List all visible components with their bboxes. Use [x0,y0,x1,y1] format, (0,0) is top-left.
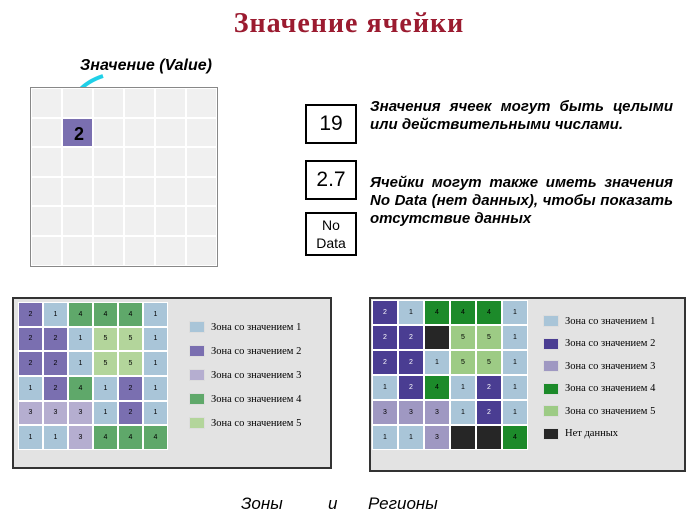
legend-swatch [543,338,559,350]
zone-cell: 1 [502,300,528,325]
zone-cell: 1 [43,425,68,450]
grid-cell [186,206,217,236]
zone-cell: 4 [450,300,476,325]
nodata-line1: No [322,217,340,233]
zones-legend [189,321,329,451]
zone-cell: 5 [450,350,476,375]
zone-cell: 4 [143,425,168,450]
zone-cell: 3 [68,425,93,450]
grid-cell [31,147,62,177]
regions-grid [372,300,528,450]
grid-cell [62,177,93,207]
zone-cell: 5 [450,325,476,350]
grid-cell [31,118,62,148]
zone-cell: 3 [68,401,93,426]
zone-cell: 2 [18,327,43,352]
grid-cell [62,147,93,177]
zone-cell: 1 [450,375,476,400]
legend-label: Зона со значением 2 [211,345,302,357]
grid-cell [155,147,186,177]
grid-cell [93,88,124,118]
legend-label: Зона со значением 3 [565,360,656,372]
grid-cell [155,236,186,266]
zone-cell: 1 [372,425,398,450]
legend-label: Зона со значением 4 [565,383,656,394]
zone-cell: 2 [18,351,43,376]
grid-cell [186,147,217,177]
legend-item [543,360,655,372]
grid-cell [124,236,155,266]
zone-cell: 1 [143,302,168,327]
legend-item [543,338,655,350]
zone-cell: 2 [43,351,68,376]
zone-cell: 1 [143,376,168,401]
zone-cell: 1 [93,376,118,401]
legend-swatch [543,360,559,372]
slide-title: Значение ячейки [233,8,465,39]
grid-cell [124,147,155,177]
legend-swatch [189,321,205,333]
value-label: Значение (Value) [80,57,212,74]
zone-cell: 2 [372,350,398,375]
zone-cell: 2 [18,302,43,327]
zone-cell: 4 [476,300,502,325]
zone-cell: 2 [398,375,424,400]
zone-cell: 1 [424,350,450,375]
description-nodata: Ячейки могут также иметь значения No Data (нет данных), чтобы показать отсутствие данных [370,174,673,227]
footer-and: и [328,494,338,513]
zone-cell: 1 [502,400,528,425]
zone-cell: 1 [68,327,93,352]
grid-cell [186,236,217,266]
legend-label: Зона со значением 1 [565,315,656,327]
legend-item [189,345,301,357]
legend-label: Нет данных [565,428,619,439]
zone-cell: 2 [118,376,143,401]
zone-cell: 4 [424,300,450,325]
legend-item [189,417,301,429]
grid-cell [124,88,155,118]
description-integers-real: Значения ячеек могут быть целыми или действительными числами. [370,98,673,133]
zones-panel [12,297,332,469]
zone-cell: 1 [143,327,168,352]
zone-cell: 3 [398,400,424,425]
grid-cell [31,236,62,266]
grid-cell [31,206,62,236]
zone-cell: 2 [43,376,68,401]
zone-cell: 2 [43,327,68,352]
regions-legend [543,315,683,465]
grid-cell [93,118,124,148]
zone-cell: 1 [43,302,68,327]
grid-cell [93,177,124,207]
zones-grid [18,302,168,450]
zone-cell: 2 [398,325,424,350]
legend-item [189,321,301,333]
zone-cell: 3 [43,401,68,426]
zone-cell: 2 [118,401,143,426]
zone-cell: 1 [68,351,93,376]
zone-cell: 2 [372,325,398,350]
grid-cell [93,147,124,177]
zone-cell: 3 [18,401,43,426]
zone-cell: 1 [18,376,43,401]
grid-cell [93,236,124,266]
zone-cell: 2 [476,375,502,400]
legend-label: Зона со значением 1 [211,321,302,333]
zone-cell: 1 [398,300,424,325]
zone-cell: 1 [93,401,118,426]
zone-cell: 2 [372,300,398,325]
nodata-line2: Data [316,235,346,251]
legend-swatch [189,393,205,405]
zone-cell: 5 [93,351,118,376]
legend-label: Зона со значением 4 [211,393,302,405]
zone-cell: 1 [143,401,168,426]
zone-cell: 3 [424,425,450,450]
legend-item [543,405,655,417]
zone-cell [450,425,476,450]
zone-cell: 5 [476,325,502,350]
footer-regions: Регионы [368,494,438,513]
zone-cell: 4 [68,302,93,327]
real-value-box [305,160,357,200]
integer-value-box [305,104,357,144]
grid-cell [62,236,93,266]
zone-cell: 1 [372,375,398,400]
nodata-value-box [305,212,357,256]
zone-cell: 1 [450,400,476,425]
zone-cell: 5 [118,351,143,376]
zone-cell: 3 [372,400,398,425]
footer-zones: Зоны [241,494,283,513]
zone-cell: 4 [118,425,143,450]
legend-swatch [189,417,205,429]
value-cell: 2 [62,118,93,148]
grid-cell [93,206,124,236]
legend-label: Зона со значением 5 [211,417,302,429]
zone-cell: 2 [476,400,502,425]
legend-swatch [189,369,205,381]
legend-swatch [543,405,559,417]
legend-label: Зона со значением 2 [565,338,656,349]
zone-cell [476,425,502,450]
grid-cell [62,88,93,118]
regions-panel [369,297,686,472]
zone-cell: 1 [502,325,528,350]
real-value: 2.7 [316,168,346,191]
legend-item [543,428,618,440]
zone-cell: 5 [476,350,502,375]
grid-cell [31,177,62,207]
grid-cell [155,88,186,118]
legend-item [189,393,301,405]
legend-item [543,315,655,327]
grid-cell [186,177,217,207]
grid-cell [31,88,62,118]
legend-label: Зона со значением 5 [565,405,656,417]
zone-cell: 1 [143,351,168,376]
zone-cell: 4 [93,302,118,327]
legend-swatch [543,383,559,395]
grid-cell [124,206,155,236]
legend-swatch [543,315,559,327]
grid-cell [186,118,217,148]
zone-cell: 1 [18,425,43,450]
legend-item [189,369,301,381]
grid-cell [155,118,186,148]
zone-cell: 1 [398,425,424,450]
zone-cell: 4 [93,425,118,450]
zone-cell: 2 [398,350,424,375]
integer-value: 19 [319,112,343,135]
grid-cell [155,206,186,236]
zone-cell: 1 [502,375,528,400]
grid-cell [124,118,155,148]
grid-cell [155,177,186,207]
raster-grid [30,87,218,267]
grid-cell [186,88,217,118]
legend-swatch [189,345,205,357]
zone-cell: 1 [502,350,528,375]
zone-cell: 4 [118,302,143,327]
grid-cell [62,206,93,236]
zone-cell: 4 [68,376,93,401]
zone-cell: 5 [118,327,143,352]
legend-swatch [543,428,559,440]
zone-cell: 4 [502,425,528,450]
zone-cell: 3 [424,400,450,425]
zone-cell: 5 [93,327,118,352]
legend-label: Зона со значением 3 [211,369,302,381]
zone-cell: 4 [424,375,450,400]
grid-cell [124,177,155,207]
zone-cell [424,325,450,350]
legend-item [543,383,655,395]
